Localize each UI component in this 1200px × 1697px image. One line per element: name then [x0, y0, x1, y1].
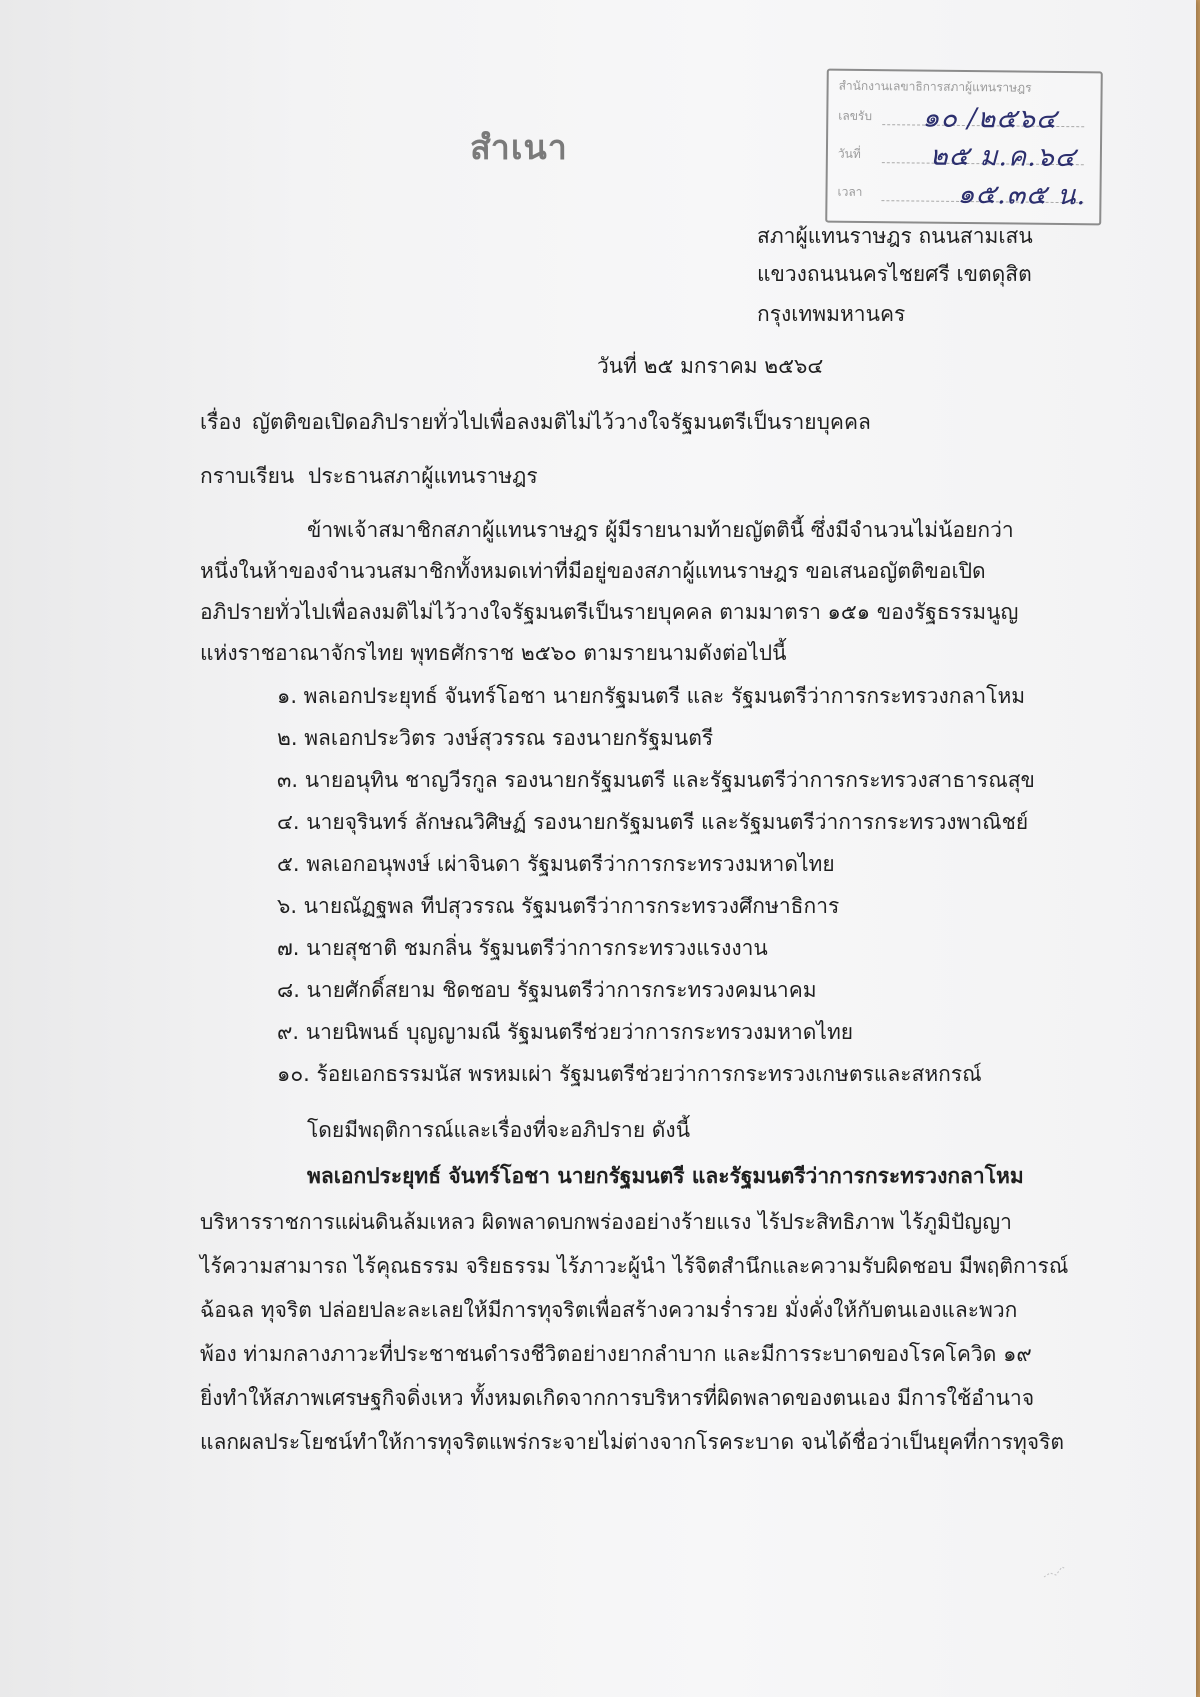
stamp-label: เวลา	[837, 184, 863, 199]
intro-line: ข้าพเจ้าสมาชิกสภาผู้แทนราษฎร ผู้มีรายนามท้ายญัตตินี้ ซึ่งมีจำนวนไม่น้อยกว่า	[307, 518, 1014, 542]
document-title: สำเนา	[470, 128, 568, 168]
minister-item: ๑๐. ร้อยเอกธรรมนัส พรหมเผ่า รัฐมนตรีช่วยว่าการกระทรวงเกษตรและสหกรณ์	[277, 1062, 982, 1086]
charge-body-line: ยิ่งทำให้สภาพเศรษฐกิจดิ่งเหว ทั้งหมดเกิดจากการบริหารที่ผิดพลาดของตนเอง มีการใช้อำนาจ	[200, 1386, 1035, 1410]
subject-label: เรื่อง	[200, 410, 242, 434]
minister-item: ๔. นายจุรินทร์ ลักษณวิศิษฏ์ รองนายกรัฐมนตรี และรัฐมนตรีว่าการกระทรวงพาณิชย์	[277, 810, 1029, 834]
stamp-label: วันที่	[837, 146, 861, 161]
stamp-value: ๑๕.๓๕ น.	[957, 178, 1087, 212]
stamp-header: สำนักงานเลขาธิการสภาผู้แทนราษฎร	[838, 78, 1032, 95]
minister-item: ๘. นายศักดิ์สยาม ชิดชอบ รัฐมนตรีว่าการกระทรวงคมนาคม	[277, 978, 817, 1002]
behavior-intro: โดยมีพฤติการณ์และเรื่องที่จะอภิปราย ดังนี้	[307, 1118, 691, 1142]
paper-blemish	[1040, 1555, 1070, 1585]
minister-item: ๓. นายอนุทิน ชาญวีรกูล รองนายกรัฐมนตรี และรัฐมนตรีว่าการกระทรวงสาธารณสุข	[277, 768, 1035, 792]
document-date: วันที่ ๒๕ มกราคม ๒๕๖๔	[597, 354, 824, 378]
address-line: แขวงถนนนครไชยศรี เขตดุสิต	[757, 262, 1032, 286]
minister-item: ๗. นายสุชาติ ชมกลิ่น รัฐมนตรีว่าการกระทรวงแรงงาน	[277, 936, 768, 960]
salutation-text: ประธานสภาผู้แทนราษฎร	[308, 464, 538, 488]
stamp-value: ๑๐ /๒๕๖๔	[922, 102, 1058, 135]
intro-line: หนึ่งในห้าของจำนวนสมาชิกทั้งหมดเท่าที่มีอยู่ของสภาผู้แทนราษฎร ขอเสนอญัตติขอเปิด	[200, 559, 986, 583]
charge-body-line: ไร้ความสามารถ ไร้คุณธรรม จริยธรรม ไร้ภาวะผู้นำ ไร้จิตสำนึกและความรับผิดชอบ มีพฤติการณ์	[200, 1254, 1069, 1278]
charge-body-line: ฉ้อฉล ทุจริต ปล่อยปละละเลยให้มีการทุจริตเพื่อสร้างความร่ำรวย มั่งคั่งให้กับตนเองและพวก	[200, 1298, 1018, 1322]
minister-item: ๑. พลเอกประยุทธ์ จันทร์โอชา นายกรัฐมนตรี และ รัฐมนตรีว่าการกระทรวงกลาโหม	[277, 684, 1026, 708]
charge-heading: พลเอกประยุทธ์ จันทร์โอชา นายกรัฐมนตรี และรัฐมนตรีว่าการกระทรวงกลาโหม	[307, 1164, 1024, 1188]
intro-line: แห่งราชอาณาจักรไทย พุทธศักราช ๒๕๖๐ ตามรายนามดังต่อไปนี้	[200, 641, 787, 665]
subject-text: ญัตติขอเปิดอภิปรายทั่วไปเพื่อลงมติไม่ไว้วางใจรัฐมนตรีเป็นรายบุคคล	[252, 410, 871, 434]
stamp-value: ๒๕ ม.ค.๖๔	[929, 140, 1077, 174]
minister-item: ๖. นายณัฏฐพล ทีปสุวรรณ รัฐมนตรีว่าการกระทรวงศึกษาธิการ	[277, 894, 840, 918]
stamp-row-number	[838, 95, 1088, 135]
address-line: สภาผู้แทนราษฎร ถนนสามเสน	[757, 224, 1033, 248]
stamp-row-date	[837, 133, 1088, 174]
charge-body-line: แลกผลประโยชน์ทำให้การทุจริตแพร่กระจายไม่ต่างจากโรคระบาด จนได้ชื่อว่าเป็นยุคที่การทุจริต	[200, 1430, 1065, 1454]
intro-line: อภิปรายทั่วไปเพื่อลงมติไม่ไว้วางใจรัฐมนตรีเป็นรายบุคคล ตามมาตรา ๑๕๑ ของรัฐธรรมนูญ	[200, 600, 1019, 624]
address-line: กรุงเทพมหานคร	[757, 302, 906, 326]
salutation-label: กราบเรียน	[200, 464, 295, 488]
charge-body-line: บริหารราชการแผ่นดินล้มเหลว ผิดพลาดบกพร่องอย่างร้ายแรง ไร้ประสิทธิภาพ ไร้ภูมิปัญญา	[200, 1210, 1012, 1234]
minister-item: ๙. นายนิพนธ์ บุญญามณี รัฐมนตรีช่วยว่าการกระทรวงมหาดไทย	[277, 1020, 854, 1044]
stamp-row-time	[837, 171, 1087, 212]
minister-item: ๕. พลเอกอนุพงษ์ เผ่าจินดา รัฐมนตรีว่าการกระทรวงมหาดไทย	[277, 852, 835, 876]
receipt-stamp	[825, 69, 1103, 226]
charge-body-line: พ้อง ท่ามกลางภาวะที่ประชาชนดำรงชีวิตอย่างยากลำบาก และมีการระบาดของโรคโควิด ๑๙	[200, 1342, 1032, 1366]
stamp-label: เลขรับ	[838, 108, 873, 124]
minister-item: ๒. พลเอกประวิตร วงษ์สุวรรณ รองนายกรัฐมนตรี	[277, 726, 714, 750]
